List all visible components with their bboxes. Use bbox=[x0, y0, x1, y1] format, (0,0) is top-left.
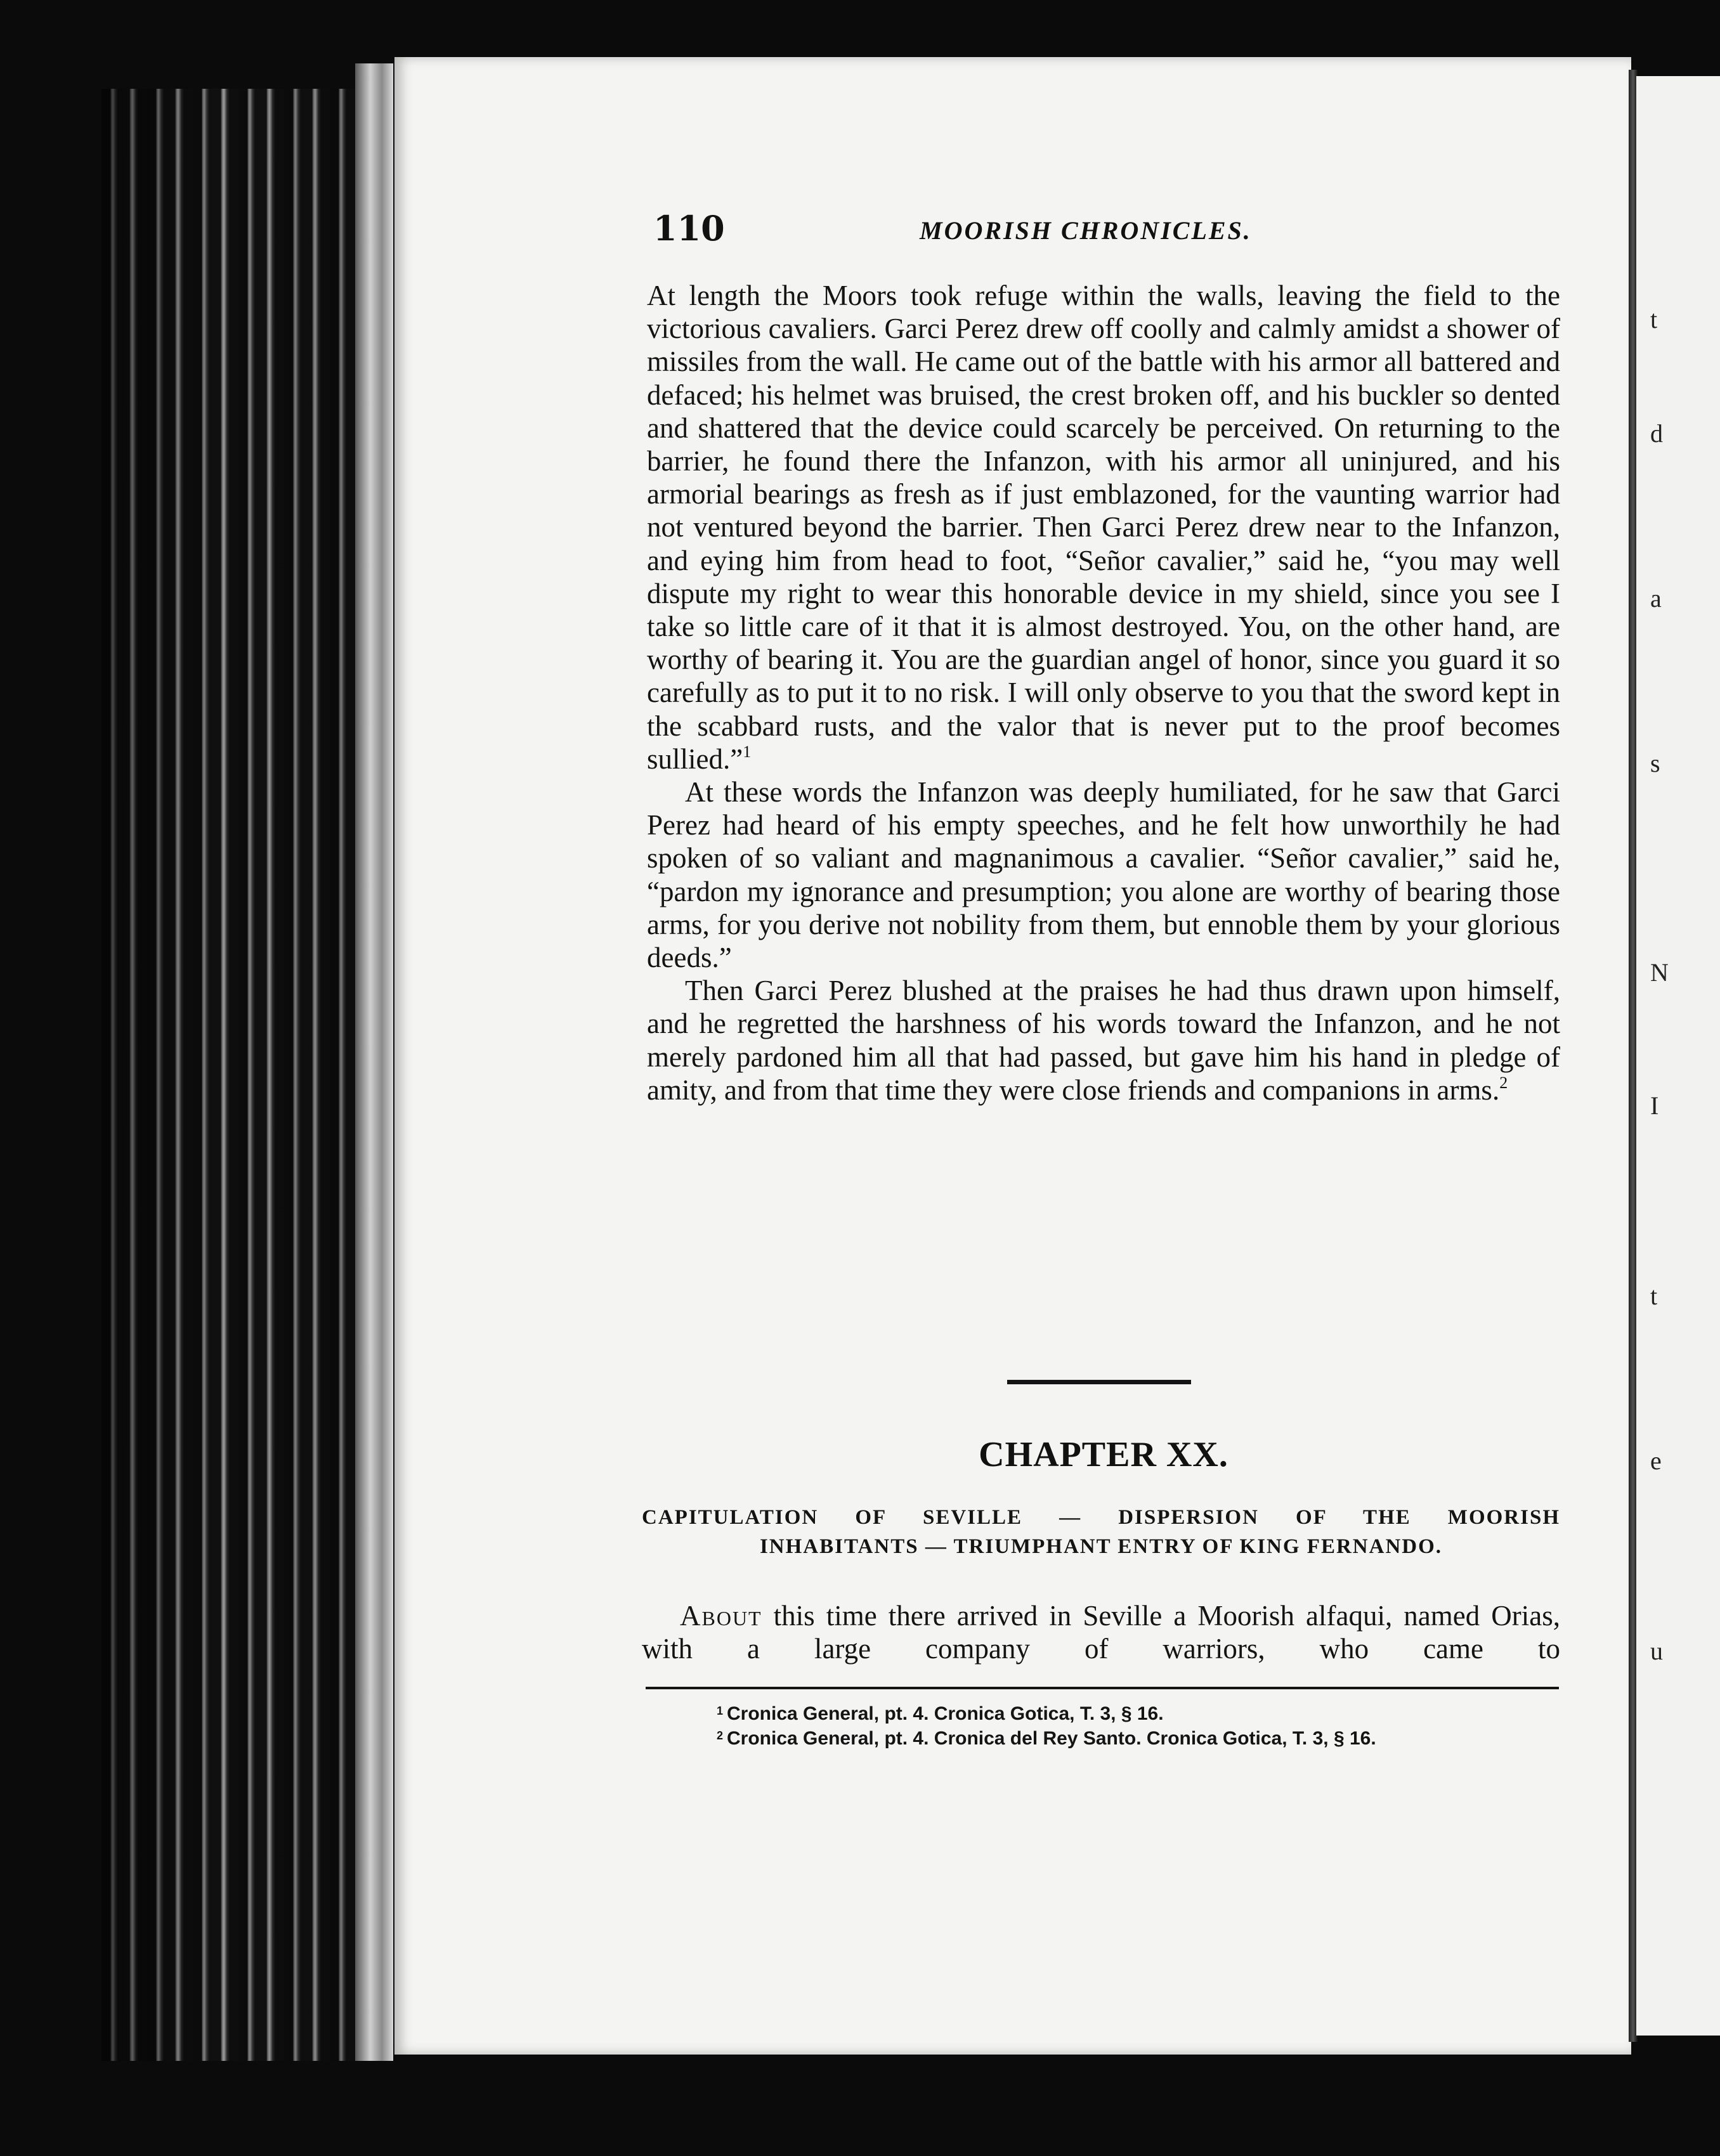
paragraph-2: At these words the Infanzon was deeply humiliated, for he saw that Garci Perez had heard of his empty speeches, and he felt how unworthily he had spoken of so valiant and magnanimous a cavalier. “Señor cavalier,” said he, “pardon my ignorance and presumption; you alone are worthy of bearing those arms, for you derive not nobility from them, but ennoble them by your glorious deeds.” bbox=[647, 776, 1560, 974]
footnote-ref-1: 1 bbox=[743, 742, 752, 761]
chapter-body bbox=[642, 1599, 1560, 1665]
running-header bbox=[653, 208, 1306, 252]
paragraph-3: Then Garci Perez blushed at the praises he had thus drawn upon himself, and he regretted the harshness of his words toward the Infanzon, and he not merely pardoned him all that had passed, but gave him his hand in pledge of amity, and from that time they were close friends and companions in arms.$^2$ bbox=[647, 975, 1560, 1106]
chapter-opening-paragraph: About this time there arrived in Seville a Moorish alfaqui, named Orias, with a large company of warriors, who came to bbox=[642, 1600, 1560, 1665]
footnote-1: $^1$ Cronica General, pt. 4. Cronica Gotica, T. 3, § 16. bbox=[717, 1703, 1164, 1724]
running-title: MOORISH CHRONICLES. bbox=[920, 216, 1252, 245]
binding-edge bbox=[355, 63, 393, 2061]
footnote-2: $^2$ Cronica General, pt. 4. Cronica del Rey Santo. Cronica Gotica, T. 3, § 16. bbox=[717, 1728, 1376, 1749]
footnotes bbox=[717, 1703, 1567, 1752]
chapter-subtitle bbox=[642, 1503, 1560, 1561]
page-edges-shadow bbox=[101, 89, 393, 2061]
chapter-title: CHAPTER XX. bbox=[979, 1435, 1228, 1474]
page-number: 110 bbox=[653, 208, 725, 249]
opening-word: About bbox=[680, 1600, 762, 1632]
footnote-rule bbox=[646, 1687, 1559, 1689]
section-divider bbox=[1007, 1380, 1191, 1384]
paragraph-1: At length the Moors took refuge within the walls, leaving the field to the victorious cavaliers. Garci Perez drew off coolly and calmly amidst a shower of missiles from the wall. He came out of the battle with his armor all battered and defaced; his helmet was bruised, the crest broken off, and his buckler so dented and shattered that the device could scarcely be perceived. On returning to the barrier, he found there the Infanzon, with his armor all uninjured, and his armorial bearings as fresh as if just emblazoned, for the vaunting warrior had not ventured beyond the barrier. Then Garci Perez drew near to the Infanzon, and eying him from head to foot, “Señor cavalier,” said he, “you may well dispute my right to wear this honorable device in my shield, since you see I take so little care of it that it is almost destroyed. You, on the other hand, are worthy of bearing it. You are the guardian angel of honor, since you guard it so carefully as to put it to no risk. I will only observe to you that the sword kept in the scabbard rusts, and the valor that is never put to the proof becomes sullied.”$^1$ bbox=[647, 280, 1560, 775]
facing-page-fragment: t d a s N I t e u bbox=[1636, 76, 1720, 2036]
chapter-subtitle-line-1: CAPITULATION OF SEVILLE — DISPERSION OF THE MOORISH bbox=[642, 1506, 1560, 1529]
chapter-subtitle-line-2: INHABITANTS — TRIUMPHANT ENTRY OF KING FERNANDO. bbox=[759, 1535, 1443, 1558]
footnote-ref-2: 2 bbox=[1499, 1073, 1508, 1092]
body-text bbox=[647, 279, 1560, 1107]
